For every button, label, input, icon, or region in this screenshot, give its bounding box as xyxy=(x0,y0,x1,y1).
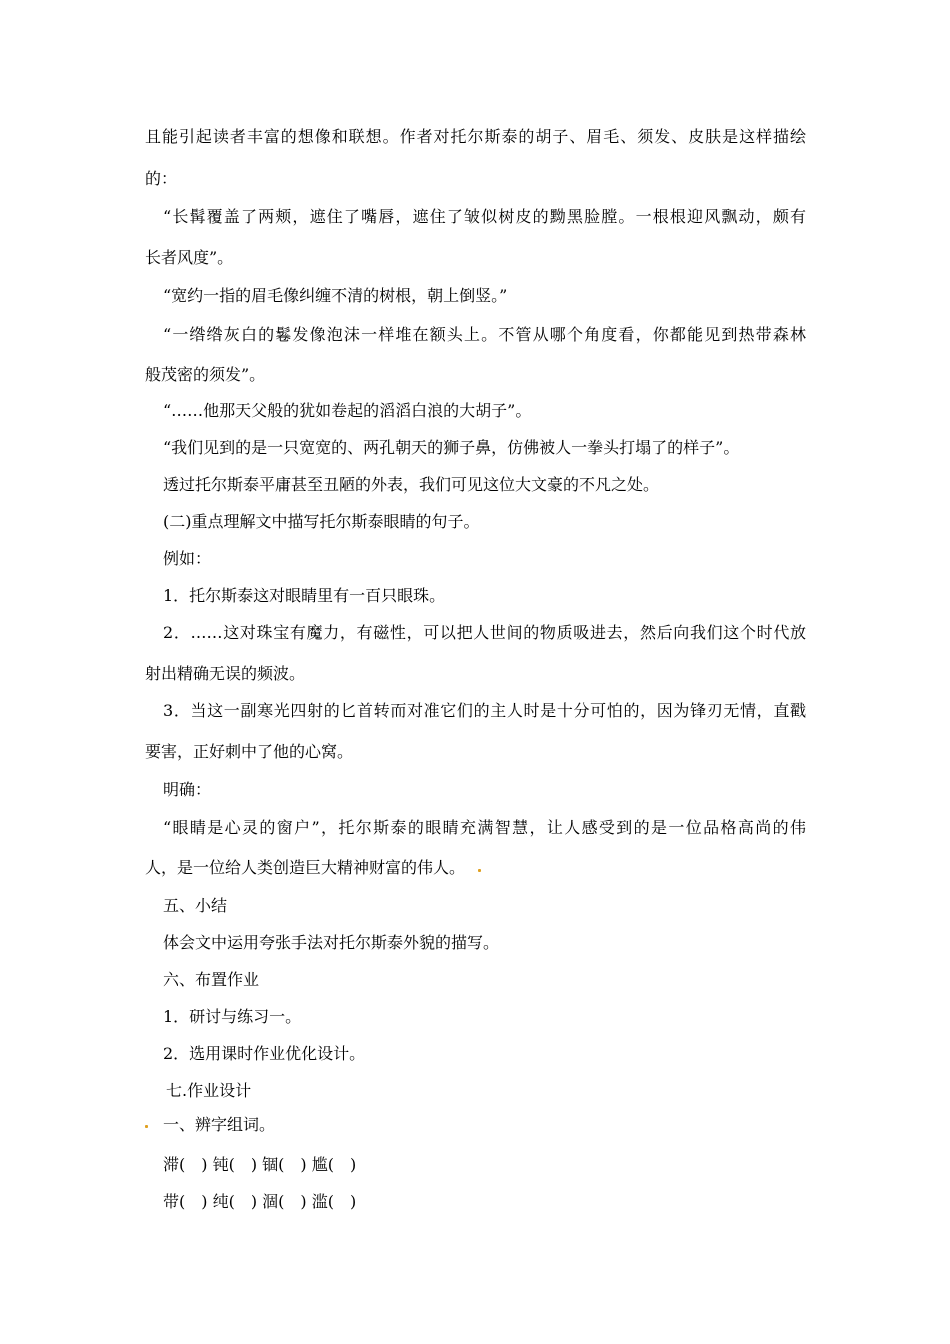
exercise-row: 滞( ) 钝( ) 锢( ) 尴( ) xyxy=(163,1155,357,1174)
marker-dot xyxy=(478,869,481,872)
text-line: “眼睛是心灵的窗户”，托尔斯泰的眼睛充满智慧，让人感受到的是一位品格高尚的伟 xyxy=(163,818,806,837)
text-line: 且能引起读者丰富的想像和联想。作者对托尔斯泰的胡子、眉毛、须发、皮肤是这样描绘 xyxy=(145,127,806,146)
text-line: 长者风度”。 xyxy=(145,248,234,267)
list-item: 2．选用课时作业优化设计。 xyxy=(163,1044,366,1063)
section-heading: 一、辨字组词。 xyxy=(163,1115,276,1134)
text-line: 明确： xyxy=(163,780,212,799)
list-item: 2．……这对珠宝有魔力，有磁性，可以把人世间的物质吸进去，然后向我们这个时代放 xyxy=(163,623,806,642)
section-heading: 五、小结 xyxy=(163,896,228,915)
text-line: “宽约一指的眉毛像纠缠不清的树根，朝上倒竖。” xyxy=(163,286,508,305)
text-line: “我们见到的是一只宽宽的、两孔朝天的狮子鼻，仿佛被人一拳头打塌了的样子”。 xyxy=(163,438,740,457)
text-line: 透过托尔斯泰平庸甚至丑陋的外表，我们可见这位大文豪的不凡之处。 xyxy=(163,475,660,494)
list-item: 3．当这一副寒光四射的匕首转而对准它们的主人时是十分可怕的，因为锋刃无情，直戳 xyxy=(163,701,806,720)
list-item: 1．研讨与练习一。 xyxy=(163,1007,302,1026)
section-heading: 七.作业设计 xyxy=(166,1081,252,1100)
text-line: 例如： xyxy=(163,549,212,568)
text-line: 射出精确无误的频波。 xyxy=(145,664,306,683)
text-line: “长髯覆盖了两颊，遮住了嘴唇，遮住了皱似树皮的黝黑脸膛。一根根迎风飘动，颇有 xyxy=(163,207,806,226)
section-heading: (二)重点理解文中描写托尔斯泰眼睛的句子。 xyxy=(163,512,480,531)
exercise-row: 带( ) 纯( ) 涸( ) 滥( ) xyxy=(163,1192,357,1211)
text-line: 体会文中运用夸张手法对托尔斯泰外貌的描写。 xyxy=(163,933,500,952)
section-heading: 六、布置作业 xyxy=(163,970,260,989)
text-line: 的： xyxy=(145,169,178,188)
text-line: “……他那天父般的犹如卷起的滔滔白浪的大胡子”。 xyxy=(163,401,532,420)
marker-dot xyxy=(145,1125,148,1128)
text-line: 要害，正好刺中了他的心窝。 xyxy=(145,742,354,761)
text-line: 人，是一位给人类创造巨大精神财富的伟人。 xyxy=(145,858,466,877)
list-item: 1．托尔斯泰这对眼睛里有一百只眼珠。 xyxy=(163,586,446,605)
text-line: “一绺绺灰白的鬈发像泡沫一样堆在额头上。不管从哪个角度看，你都能见到热带森林 xyxy=(163,325,806,344)
text-line: 般茂密的须发”。 xyxy=(145,365,266,384)
